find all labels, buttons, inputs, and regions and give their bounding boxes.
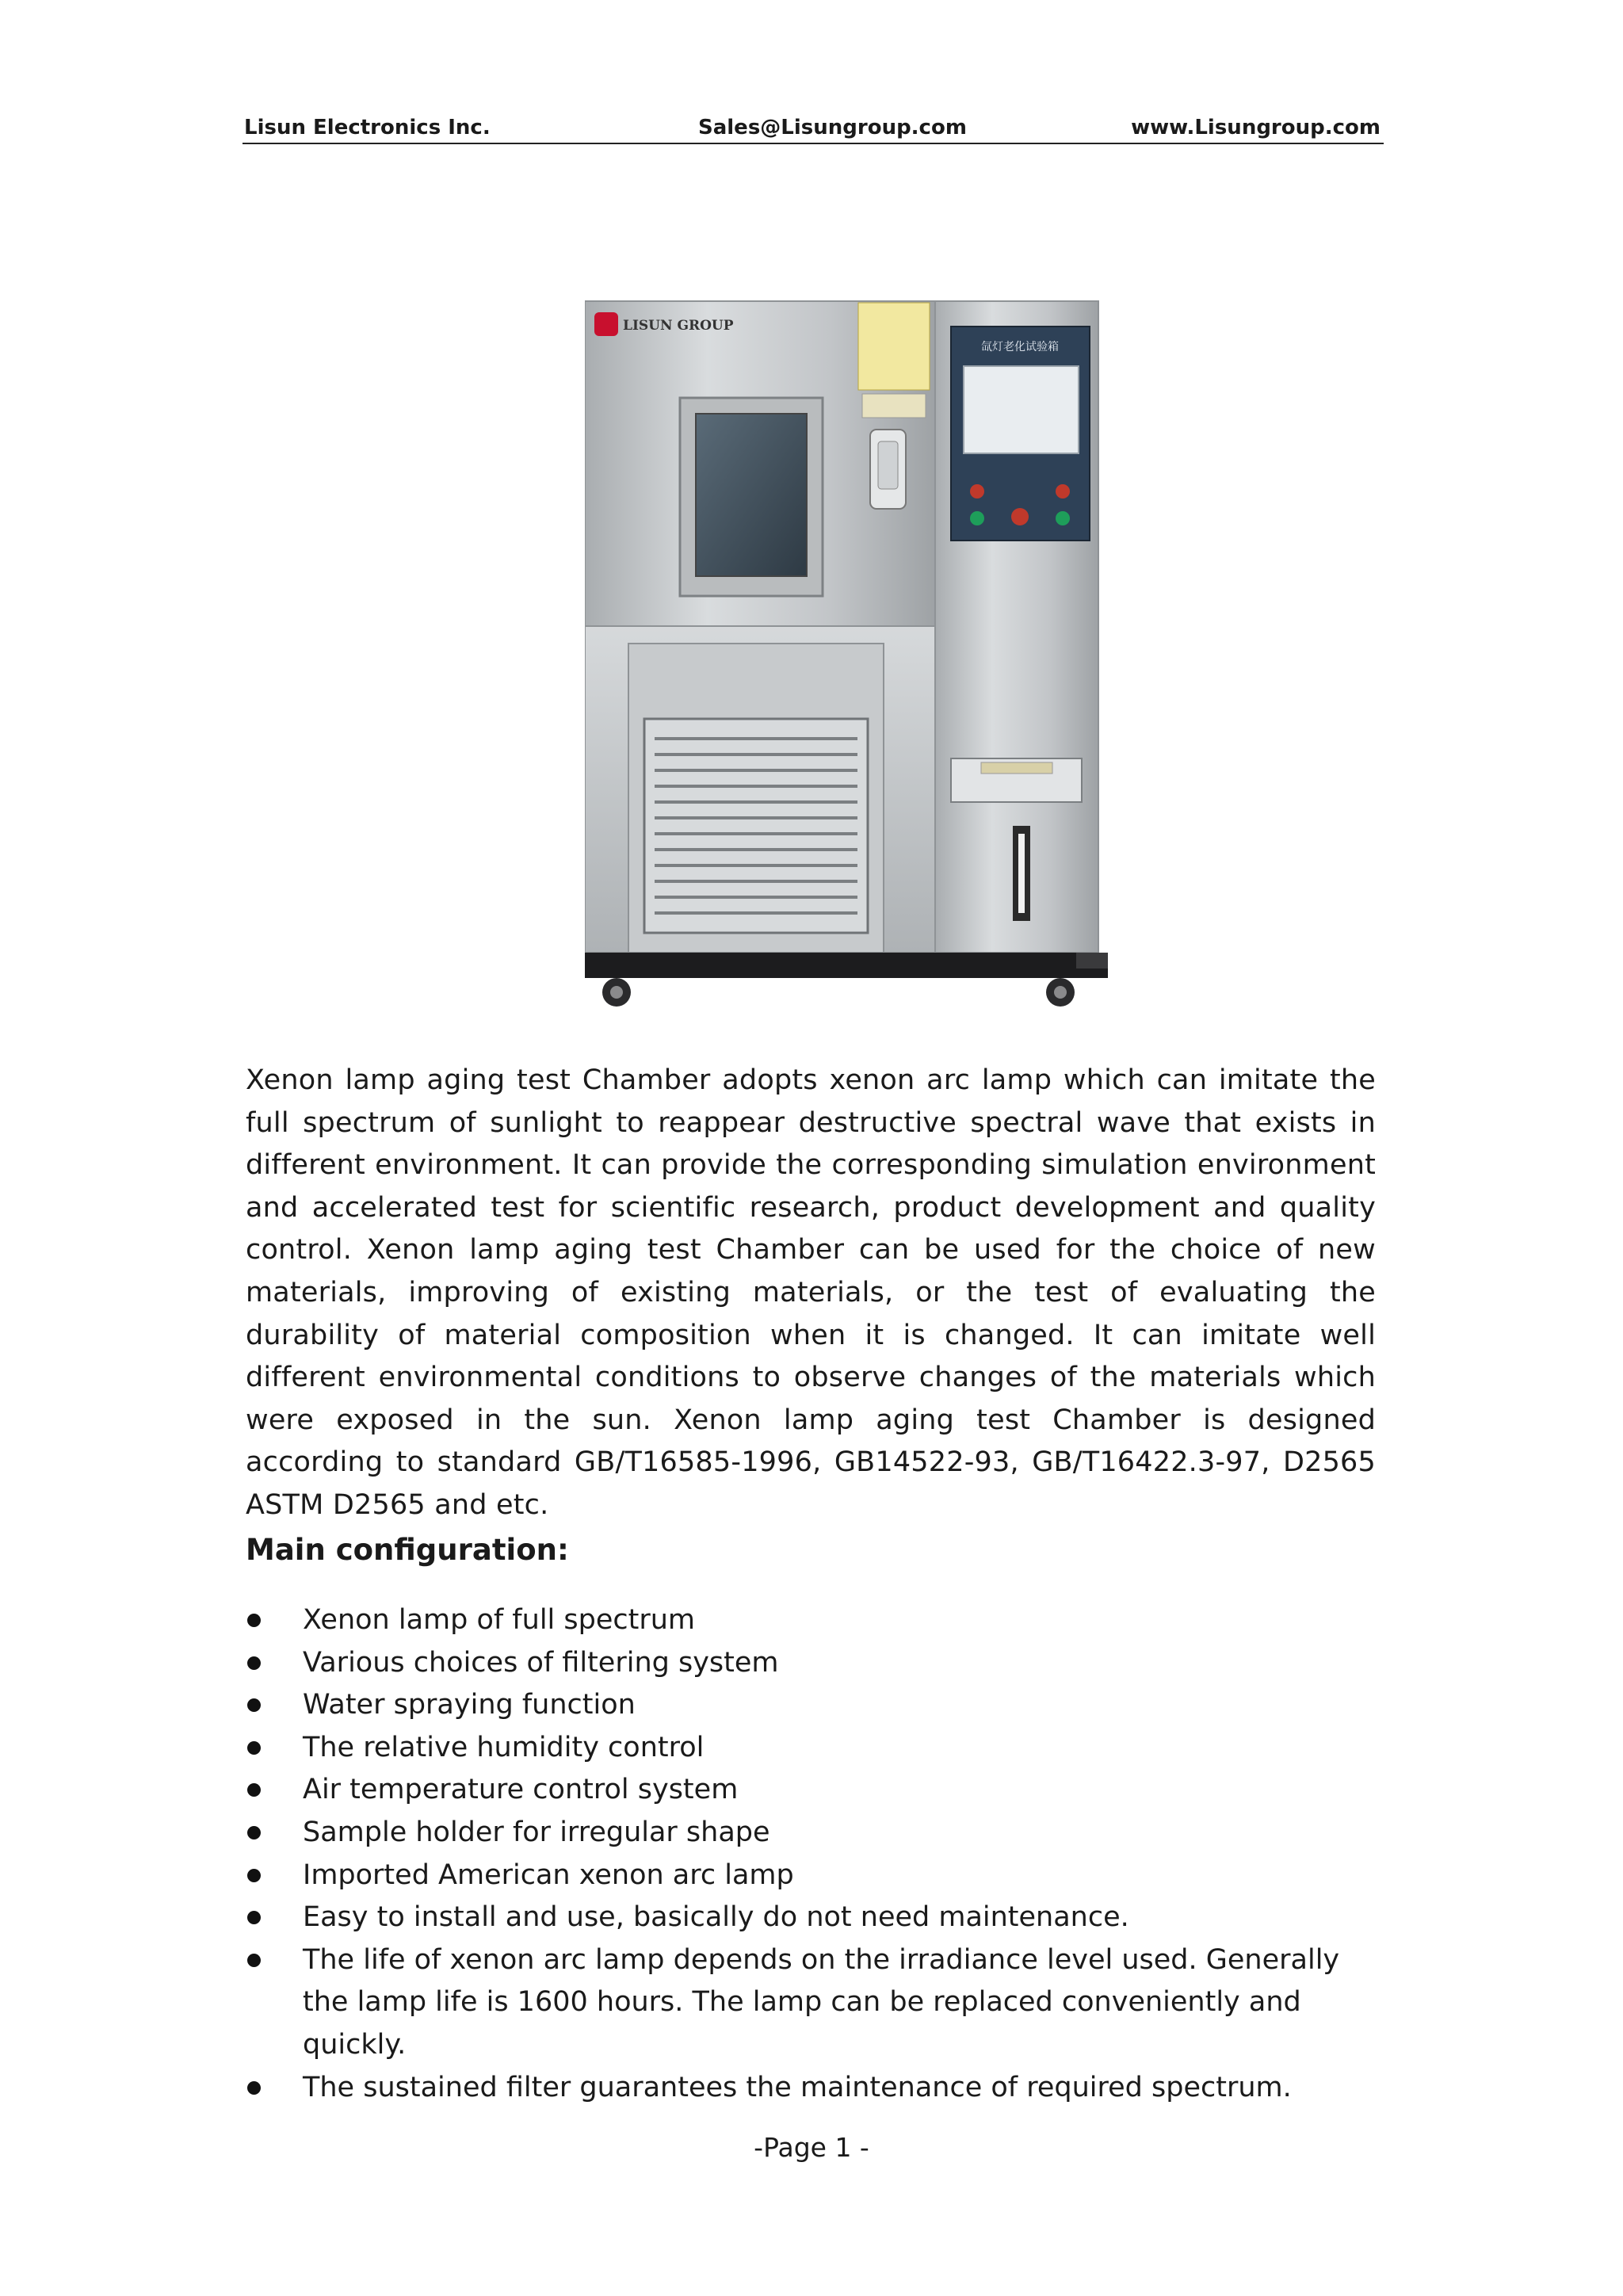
list-item-text: The life of xenon arc lamp depends on the irradiance level used. Generally the lamp life is 1600 hours. The lamp can be replaced conveniently and quickly. — [303, 1943, 1340, 2061]
bullet-icon — [247, 1698, 261, 1712]
list-item-text: Various choices of filtering system — [303, 1646, 779, 1679]
list-item-text: Easy to install and use, basically do not need maintenance. — [303, 1901, 1129, 1934]
bullet-icon — [247, 1741, 261, 1755]
config-list — [246, 1599, 1387, 2109]
svg-text:氙灯老化试验箱: 氙灯老化试验箱 — [981, 341, 1059, 353]
bullet-icon — [247, 1614, 261, 1627]
list-item-text: Imported American xenon arc lamp — [303, 1859, 794, 1891]
bullet-icon — [247, 1656, 261, 1670]
list-item — [246, 1769, 1387, 1812]
list-item — [246, 1599, 1387, 1642]
list-item-text: The relative humidity control — [303, 1731, 705, 1763]
list-item-text: Xenon lamp of full spectrum — [303, 1604, 696, 1636]
list-item — [246, 1855, 1387, 1897]
bullet-icon — [247, 1783, 261, 1797]
list-item — [246, 1939, 1387, 2067]
page-number: -Page 1 - — [754, 2132, 869, 2163]
bullet-icon — [247, 1869, 261, 1882]
list-item-text: Air temperature control system — [303, 1774, 739, 1806]
list-item-text: Sample holder for irregular shape — [303, 1816, 770, 1848]
bullet-icon — [247, 2081, 261, 2095]
list-item — [246, 1812, 1387, 1855]
product-image — [585, 295, 1108, 1012]
list-item — [246, 2067, 1387, 2110]
bullet-icon — [247, 1826, 261, 1839]
list-item — [246, 1727, 1387, 1770]
list-item-text: Water spraying function — [303, 1689, 636, 1721]
list-item — [246, 1684, 1387, 1727]
page-header — [242, 113, 1384, 144]
svg-text:LISUN GROUP: LISUN GROUP — [623, 318, 734, 334]
list-item — [246, 1897, 1387, 1939]
section-title-config: Main configuration: — [246, 1533, 569, 1567]
email-link[interactable]: Sales@Lisungroup.com — [698, 116, 967, 139]
intro-paragraph: Xenon lamp aging test Chamber adopts xenon arc lamp which can imitate the full spectrum of sunlight to reappear destructive spectral wave that exists in different environment. It can provide the corresponding simulation environment and accelerated test for scientific research, product development and quality control. Xenon lamp aging test Chamber can be used for the choice of new materials, improving of existing materials, or the test of evaluating the durability of material composition when it is changed. It can imitate well different environmental conditions to observe changes of the materials which were exposed in the sun. Xenon lamp aging test Chamber is designed according to standard GB/T16585-1996, GB14522-93, GB/T16422.3-97, D2565 ASTM D2565 and etc. — [246, 1064, 1376, 1521]
website-link[interactable]: www.Lisungroup.com — [1131, 116, 1381, 139]
bullet-icon — [247, 1911, 261, 1924]
company-name: Lisun Electronics Inc. — [244, 116, 491, 139]
list-item-text: The sustained filter guarantees the maintenance of required spectrum. — [303, 2071, 1292, 2103]
bullet-icon — [247, 1954, 261, 1967]
list-item — [246, 1642, 1387, 1685]
